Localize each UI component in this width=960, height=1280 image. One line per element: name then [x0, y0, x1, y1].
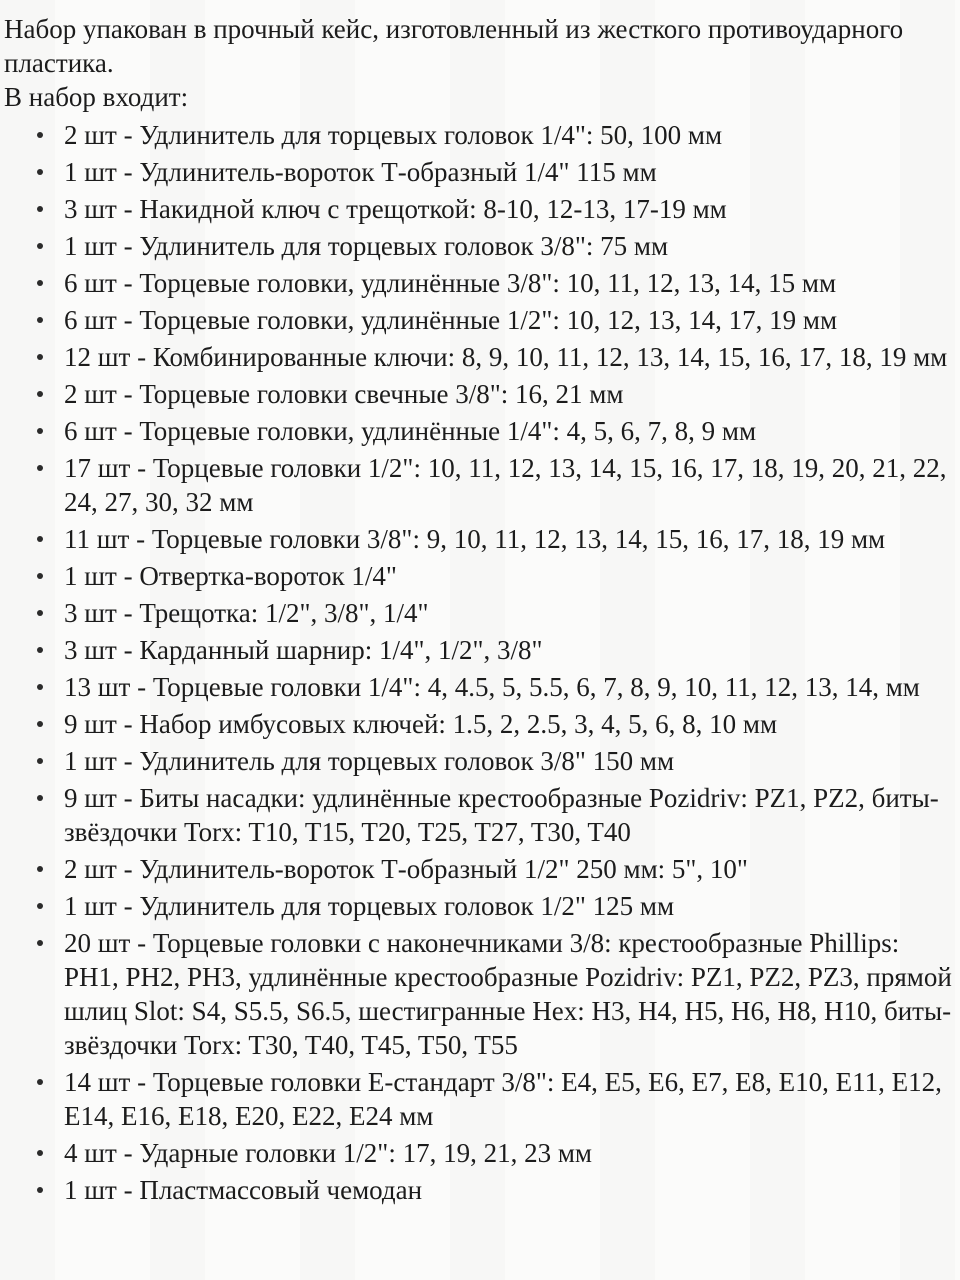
- list-item-text: 2 шт - Торцевые головки свечные 3/8": 16, 21 мм: [64, 379, 624, 409]
- bullet-icon: [37, 573, 43, 579]
- list-item: [64, 633, 952, 667]
- list-item-text: 11 шт - Торцевые головки 3/8": 9, 10, 11, 12, 13, 14, 15, 16, 17, 18, 19 мм: [64, 524, 886, 554]
- list-item-text: 17 шт - Торцевые головки 1/2": 10, 11, 12, 13, 14, 15, 16, 17, 18, 19, 20, 21, 22, 24, 27, 30, 32 мм: [64, 453, 947, 517]
- contents-list: [4, 118, 952, 1207]
- list-item: [64, 596, 952, 630]
- list-item: [64, 229, 952, 263]
- list-item: [64, 670, 952, 704]
- list-item: [64, 451, 952, 519]
- list-item: [64, 926, 952, 1062]
- bullet-icon: [37, 940, 43, 946]
- list-item-text: 1 шт - Удлинитель для торцевых головок 1/2" 125 мм: [64, 891, 675, 921]
- bullet-icon: [37, 758, 43, 764]
- bullet-icon: [37, 795, 43, 801]
- bullet-icon: [37, 610, 43, 616]
- bullet-icon: [37, 243, 43, 249]
- list-item: [64, 889, 952, 923]
- bullet-icon: [37, 903, 43, 909]
- list-item-text: 9 шт - Набор имбусовых ключей: 1.5, 2, 2.5, 3, 4, 5, 6, 8, 10 мм: [64, 709, 778, 739]
- bullet-icon: [37, 1079, 43, 1085]
- list-item: [64, 266, 952, 300]
- list-item-text: 12 шт - Комбинированные ключи: 8, 9, 10, 11, 12, 13, 14, 15, 16, 17, 18, 19 мм: [64, 342, 948, 372]
- bullet-icon: [37, 721, 43, 727]
- bullet-icon: [37, 647, 43, 653]
- list-item-text: 4 шт - Ударные головки 1/2": 17, 19, 21, 23 мм: [64, 1138, 592, 1168]
- bullet-icon: [37, 536, 43, 542]
- bullet-icon: [37, 132, 43, 138]
- list-item-text: 1 шт - Удлинитель-вороток Т-образный 1/4" 115 мм: [64, 157, 657, 187]
- list-heading: В набор входит:: [4, 82, 189, 112]
- list-item: [64, 522, 952, 556]
- list-item-text: 1 шт - Удлинитель для торцевых головок 3/8" 150 мм: [64, 746, 675, 776]
- list-item: [64, 414, 952, 448]
- list-item: [64, 340, 952, 374]
- bullet-icon: [37, 1187, 43, 1193]
- bullet-icon: [37, 206, 43, 212]
- list-item-text: 13 шт - Торцевые головки 1/4": 4, 4.5, 5, 5.5, 6, 7, 8, 9, 10, 11, 12, 13, 14, мм: [64, 672, 920, 702]
- list-item-text: 3 шт - Трещотка: 1/2", 3/8", 1/4": [64, 598, 429, 628]
- list-item-text: 2 шт - Удлинитель для торцевых головок 1/4": 50, 100 мм: [64, 120, 723, 150]
- list-item: [64, 1136, 952, 1170]
- list-item-text: 1 шт - Пластмассовый чемодан: [64, 1175, 423, 1205]
- list-item-text: 1 шт - Отвертка-вороток 1/4": [64, 561, 397, 591]
- list-item: [64, 155, 952, 189]
- bullet-icon: [37, 684, 43, 690]
- list-item-text: 3 шт - Карданный шарнир: 1/4", 1/2", 3/8": [64, 635, 543, 665]
- bullet-icon: [37, 1150, 43, 1156]
- bullet-icon: [37, 866, 43, 872]
- list-item: [64, 707, 952, 741]
- list-item-text: 6 шт - Торцевые головки, удлинённые 1/4": 4, 5, 6, 7, 8, 9 мм: [64, 416, 757, 446]
- list-item: [64, 377, 952, 411]
- list-item-text: 1 шт - Удлинитель для торцевых головок 3/8": 75 мм: [64, 231, 669, 261]
- list-item: [64, 118, 952, 152]
- list-item-text: 2 шт - Удлинитель-вороток Т-образный 1/2" 250 мм: 5", 10": [64, 854, 748, 884]
- list-item: [64, 559, 952, 593]
- list-item: [64, 781, 952, 849]
- bullet-icon: [37, 354, 43, 360]
- bullet-icon: [37, 317, 43, 323]
- list-item-text: 9 шт - Биты насадки: удлинённые крестообразные Pozidriv: PZ1, PZ2, биты-звёздочки Torx: T10, T15, T20, T25, T27, T30, T40: [64, 783, 939, 847]
- list-item: [64, 1065, 952, 1133]
- list-item-text: 6 шт - Торцевые головки, удлинённые 3/8": 10, 11, 12, 13, 14, 15 мм: [64, 268, 837, 298]
- list-item-text: 14 шт - Торцевые головки Е-стандарт 3/8": Е4, Е5, Е6, Е7, Е8, Е10, Е11, Е12, Е14, Е16, Е18, Е20, Е22, Е24 мм: [64, 1067, 942, 1131]
- list-item-text: 3 шт - Накидной ключ с трещоткой: 8-10, 12-13, 17-19 мм: [64, 194, 727, 224]
- list-item: [64, 852, 952, 886]
- list-item: [64, 192, 952, 226]
- bullet-icon: [37, 169, 43, 175]
- list-item: [64, 303, 952, 337]
- list-item-text: 6 шт - Торцевые головки, удлинённые 1/2": 10, 12, 13, 14, 17, 19 мм: [64, 305, 838, 335]
- list-item-text: 20 шт - Торцевые головки с наконечниками 3/8: крестообразные Phillips: PH1, PH2, PH3, удлинённые крестообразные Pozidriv: PZ1, PZ2, PZ3, прямой шлиц Slot: S4, S5.5, S6.5, шестигранные Hex: H3, H4, H5, H6, H8, H10, биты-звёздочки Torx: T30, T40, T45, T50, T55: [64, 928, 952, 1060]
- bullet-icon: [37, 391, 43, 397]
- bullet-icon: [37, 428, 43, 434]
- list-item: [64, 1173, 952, 1207]
- bullet-icon: [37, 280, 43, 286]
- list-item: [64, 744, 952, 778]
- bullet-icon: [37, 465, 43, 471]
- intro-paragraph: Набор упакован в прочный кейс, изготовленный из жесткого противоударного пластика.: [4, 14, 904, 78]
